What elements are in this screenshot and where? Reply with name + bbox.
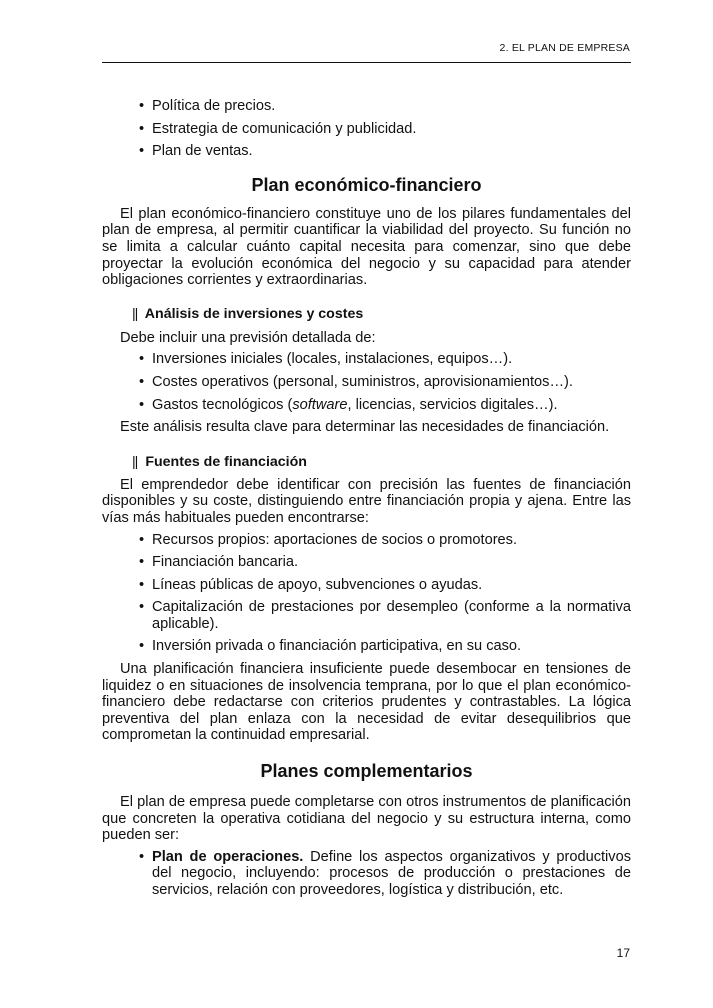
subsection-marker: || [132, 453, 138, 470]
subsection-paragraph: El emprendedor debe identificar con precisión las fuentes de financiación disponibles y su coste, distinguiendo entre financiación propia y ajena. Entre las vías más habituales pueden encontrarse: [102, 476, 631, 526]
list-item: • Plan de operaciones. Define los aspectos organizativos y productivos del negocio, incluyendo: procesos de producción o prestaciones de servicios, relación con proveedores, logística y distribución, etc. [102, 849, 631, 899]
section-paragraph: El plan de empresa puede completarse con otros instrumentos de planificación que concreten la operativa cotidiana del negocio y su estructura interna, como pueden ser: [102, 794, 631, 844]
list-item: • Plan de ventas. [102, 143, 631, 160]
page-content [102, 98, 631, 905]
subsection-lead: Debe incluir una previsión detallada de: [120, 329, 376, 346]
intro-bullet-list [102, 98, 631, 160]
financing-bullet-list [102, 532, 631, 656]
complementary-bullet-list [102, 849, 631, 899]
subsection-title: Análisis de inversiones y costes [144, 305, 364, 322]
section-paragraph: El plan económico-financiero constituye uno de los pilares fundamentales del plan de empresa, al permitir cuantificar la viabilidad del proyecto. Su función no se limita a calcular cuánto capital necesita para comenzar, sino que debe proyectar la evolución económica del negocio y su capacidad para atender obligaciones corrientes y extraordinarias. [102, 205, 631, 289]
page-number: 17 [616, 946, 630, 960]
section-heading: Planes complementarios [260, 761, 473, 782]
list-item: • Inversión privada o financiación participativa, en su caso. [102, 638, 631, 655]
subsection-heading [102, 454, 631, 471]
list-item: • Recursos propios: aportaciones de socios o promotores. [102, 532, 631, 549]
list-item: • Inversiones iniciales (locales, instalaciones, equipos…). [102, 351, 631, 368]
subsection-heading [102, 306, 631, 323]
subsection-closing: Una planificación financiera insuficiente puede desembocar en tensiones de liquidez o en situaciones de insolvencia temprana, por lo que el plan económico-financiero debe redactarse con criterios prudentes y contrastables. La lógica preventiva del plan enlaza con la necesidad de evitar desequilibrios que comprometan la continuidad empresarial. [102, 661, 631, 744]
running-header: 2. EL PLAN DE EMPRESA [499, 42, 630, 54]
list-item: • Política de precios. [102, 98, 631, 115]
list-item: • Estrategia de comunicación y publicidad. [102, 121, 631, 138]
investment-bullet-list [102, 351, 631, 413]
subsection-closing: Este análisis resulta clave para determinar las necesidades de financiación. [120, 419, 610, 436]
header-rule [102, 62, 631, 63]
bullet-bold-lead: Plan de operaciones. [152, 848, 304, 865]
list-item: • Capitalización de prestaciones por desempleo (conforme a la normativa aplicable). [102, 599, 631, 632]
subsection-marker: || [132, 305, 138, 322]
subsection-title: Fuentes de financiación [145, 453, 307, 470]
section-heading: Plan económico-financiero [251, 174, 482, 195]
list-item: • Gastos tecnológicos (software, licencias, servicios digitales…). [102, 397, 631, 414]
list-item: • Líneas públicas de apoyo, subvenciones o ayudas. [102, 577, 631, 594]
list-item: • Financiación bancaria. [102, 554, 631, 571]
list-item: • Costes operativos (personal, suministros, aprovisionamientos…). [102, 374, 631, 391]
